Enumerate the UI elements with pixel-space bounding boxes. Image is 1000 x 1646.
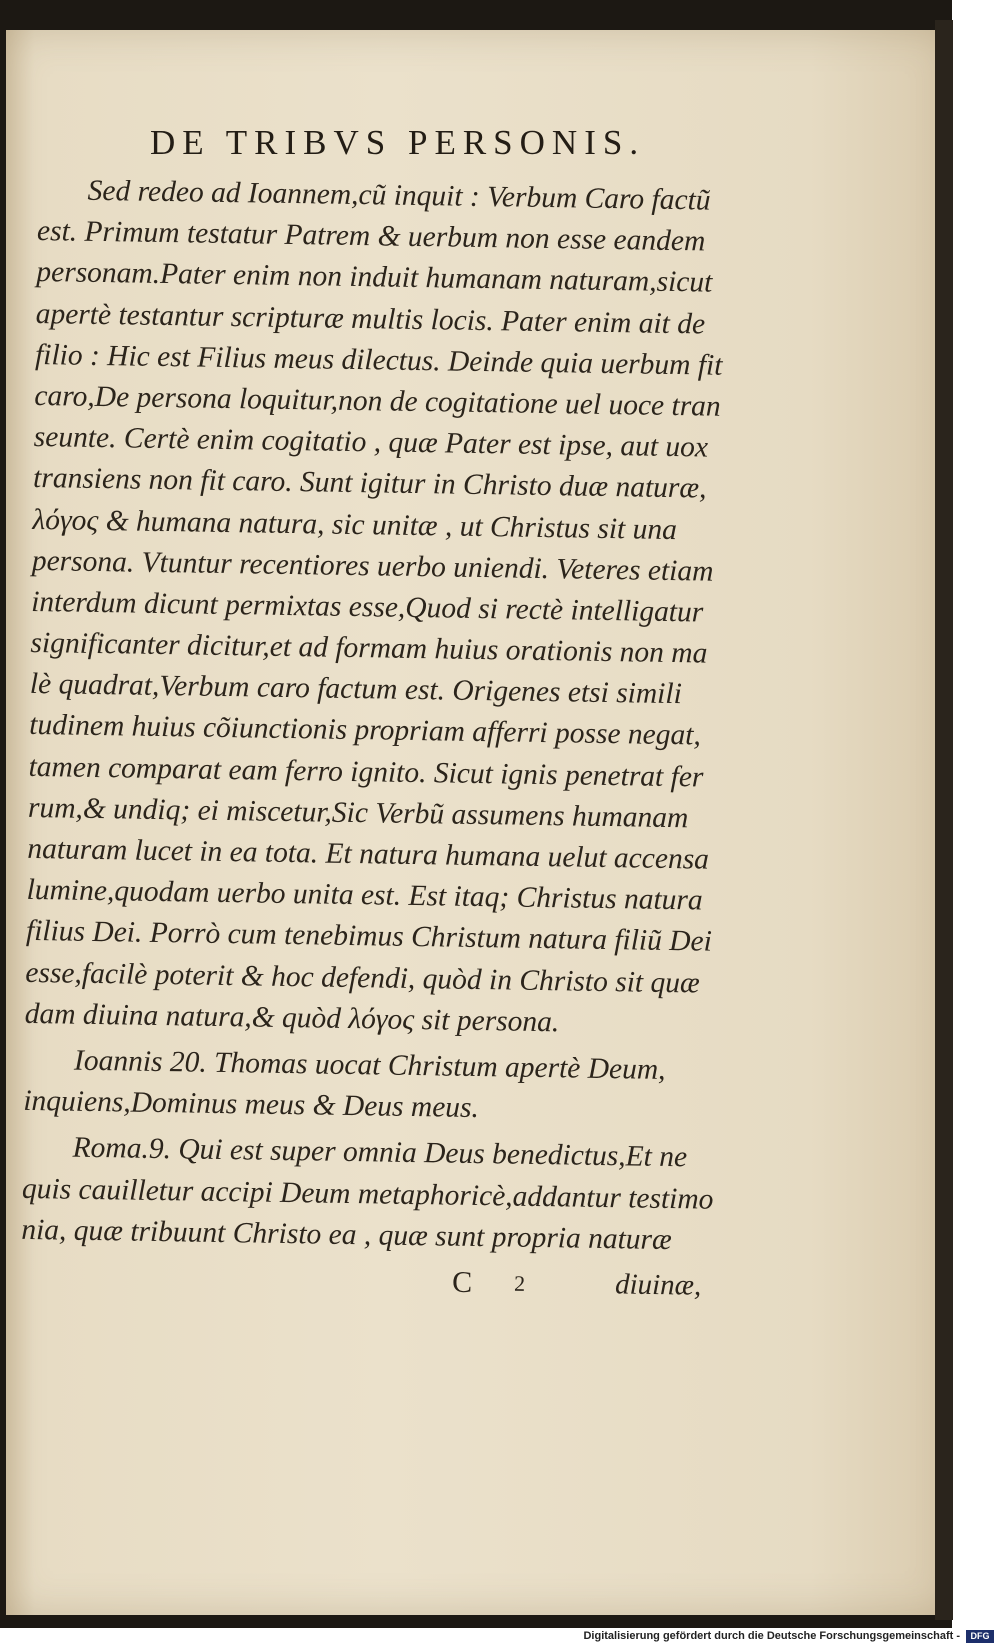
- signature-line: [452, 1266, 733, 1314]
- page-text-block: [21, 170, 738, 1262]
- text-line: dam diuina natura,& quòd λόγος sit persona.: [24, 997, 560, 1039]
- text-line: inquiens,Dominus meus & Deus meus.: [23, 1085, 480, 1125]
- text-line: significanter dicitur,et ad formam huius orationis non ma: [30, 627, 708, 670]
- text-line: Ioannis 20. Thomas uocat Christum apertè Deum,: [73, 1044, 666, 1086]
- dfg-logo: DFG: [966, 1630, 994, 1643]
- text-line: filius Dei. Porrò cum tenebimus Christum natura filiũ Dei: [25, 915, 713, 959]
- text-line: esse,facilè poterit & hoc defendi, quòd in Christo sit quæ: [25, 956, 700, 1000]
- text-line: lè quadrat,Verbum caro factum est. Origenes etsi simili: [29, 668, 683, 711]
- text-line: Roma.9. Qui est super omnia Deus benedictus,Et ne: [72, 1131, 688, 1174]
- text-line: transiens non fit caro. Sunt igitur in Christo duæ naturæ,: [32, 462, 707, 505]
- text-line: nia, quæ tribuunt Christo ea , quæ sunt propria naturæ: [21, 1213, 672, 1256]
- page-edge-shadow: [935, 20, 953, 1620]
- text-line: quis cauilletur accipi Deum metaphoricè,addantur testimo: [21, 1172, 714, 1216]
- funding-credit: Digitalisierung gefördert durch die Deutsche Forschungsgemeinschaft -: [583, 1630, 960, 1642]
- signature-number: 2: [513, 1270, 526, 1296]
- catchword: diuinæ,: [614, 1268, 702, 1302]
- running-head: DE TRIBVS PERSONIS.: [150, 123, 646, 162]
- text-line: lumine,quodam uerbo unita est. Est itaq; Christus natura: [26, 874, 703, 917]
- text-line: personam.Pater enim non induit humanam naturam,sicut: [36, 256, 713, 299]
- text-line: tamen comparat eam ferro ignito. Sicut ignis penetrat fer: [28, 750, 704, 794]
- text-line: seunte. Certè enim cogitatio , quæ Pater est ipse, aut uox: [33, 421, 709, 464]
- signature-mark: C: [451, 1265, 473, 1300]
- text-line: interdum dicunt permixtas esse,Quod si rectè intelligatur: [30, 585, 704, 629]
- text-line: rum,& undiq; ei miscetur,Sic Verbũ assumens humanam: [27, 791, 689, 835]
- text-line: tudinem huius cõiunctionis propriam afferri posse negat,: [29, 709, 702, 752]
- text-line: naturam lucet in ea tota. Et natura humana uelut accensa: [27, 832, 710, 876]
- text-line: filio : Hic est Filius meus dilectus. Deinde quia uerbum fit: [34, 338, 723, 382]
- text-line: caro,De persona loquitur,non de cogitatione uel uoce tran: [34, 379, 721, 423]
- text-line: Sed redeo ad Ioannem,cũ inquit : Verbum Caro factũ: [87, 174, 711, 217]
- text-line: est. Primum testatur Patrem & uerbum non esse eandem: [36, 215, 706, 258]
- text-line: λόγος & humana natura, sic unitæ , ut Christus sit una: [32, 503, 678, 546]
- text-line: persona. Vtuntur recentiores uerbo uniendi. Veteres etiam: [31, 544, 714, 588]
- footer-bar: [0, 1628, 1000, 1646]
- text-line: apertè testantur scripturæ multis locis. Pater enim ait de: [35, 297, 706, 341]
